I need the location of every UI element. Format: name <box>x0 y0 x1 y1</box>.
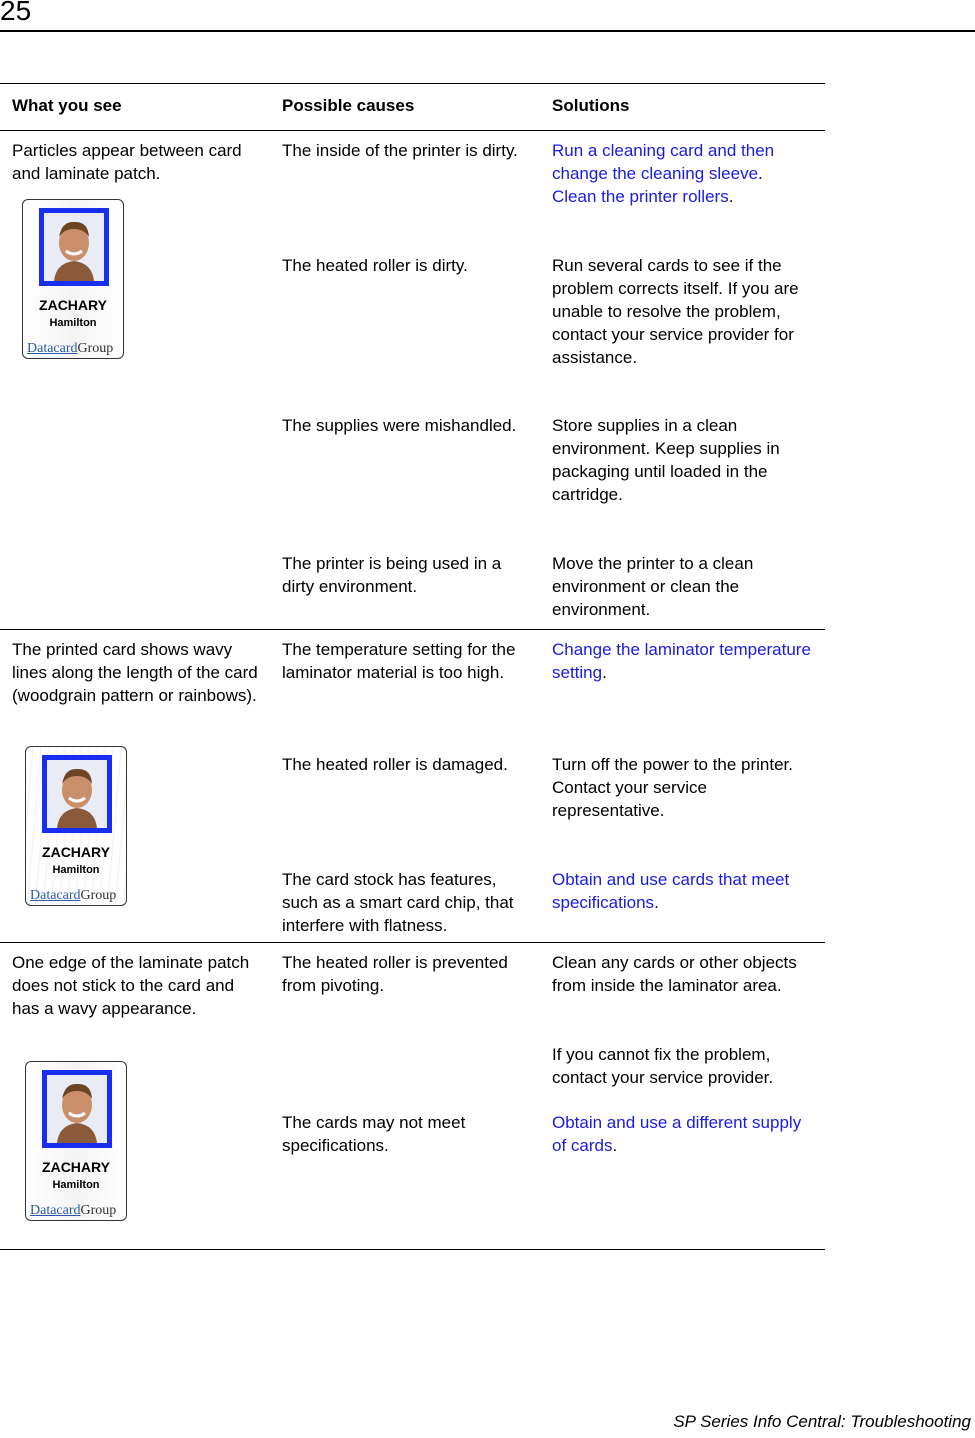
page-number: 25 <box>0 0 32 26</box>
card-logo: DatacardGroup <box>27 341 114 356</box>
solution-text: If you cannot fix the problem, contact your service provider. <box>552 1045 774 1087</box>
solution-text: Clean any cards or other objects from inside the laminator area. <box>552 953 797 995</box>
card-image <box>25 1061 127 1221</box>
laminator-temperature-link[interactable]: Change the laminator temperature setting <box>552 640 811 682</box>
portrait-icon <box>47 760 107 828</box>
different-supply-link[interactable]: Obtain and use a different supply of cards <box>552 1113 802 1155</box>
photo-frame <box>42 755 112 833</box>
table-row <box>0 131 825 630</box>
table-row <box>0 943 825 1250</box>
portrait-icon <box>44 213 104 281</box>
portrait-photo <box>47 760 107 828</box>
card-image <box>22 199 124 359</box>
card-first-name: ZACHARY <box>39 297 107 313</box>
portrait-icon <box>47 1075 107 1143</box>
solution-text: Run several cards to see if the problem corrects itself. If you are unable to resolve the problem, contact your service provider for assistance. <box>552 256 799 367</box>
symptom-text: One edge of the laminate patch does not stick to the card and has a wavy appearance. <box>12 953 250 1018</box>
symptom-text: Particles appear between card and laminate patch. <box>12 141 242 183</box>
cause-text: The heated roller is dirty. <box>282 256 468 275</box>
portrait-photo <box>47 1075 107 1143</box>
cause-text: The temperature setting for the laminator material is too high. <box>282 640 516 682</box>
solution-text: Run a cleaning card and then change the cleaning sleeve. Clean the printer rollers. <box>552 141 775 206</box>
card-specifications-link[interactable]: Obtain and use cards that meet specifications <box>552 870 790 912</box>
cause-text: The cards may not meet specifications. <box>282 1113 466 1155</box>
solution-text: Move the printer to a clean environment or clean the environment. <box>552 554 754 619</box>
solution-text: Obtain and use a different supply of cards. <box>552 1113 802 1155</box>
cause-text: The card stock has features, such as a smart card chip, that interfere with flatness. <box>282 870 514 935</box>
table-row <box>0 630 825 943</box>
cause-text: The heated roller is prevented from pivoting. <box>282 953 508 995</box>
card-last-name: Hamilton <box>52 1179 100 1191</box>
cause-text: The inside of the printer is dirty. <box>282 141 518 160</box>
card-last-name: Hamilton <box>49 317 97 329</box>
card-logo: DatacardGroup <box>30 888 117 903</box>
troubleshooting-table <box>0 83 825 1250</box>
card-last-name: Hamilton <box>52 864 100 876</box>
cleaning-sleeve-link[interactable]: Run a cleaning card and then change the cleaning sleeve <box>552 141 775 183</box>
cause-text: The supplies were mishandled. <box>282 416 517 435</box>
card-image <box>25 746 127 906</box>
card-first-name: ZACHARY <box>42 844 110 860</box>
solution-text: Store supplies in a clean environment. Keep supplies in packaging until loaded in the cartridge. <box>552 416 780 504</box>
card-logo: DatacardGroup <box>30 1203 117 1218</box>
header-solutions: Solutions <box>552 96 630 115</box>
clean-rollers-link[interactable]: Clean the printer rollers <box>552 187 729 206</box>
cause-text: The printer is being used in a dirty environment. <box>282 554 502 596</box>
photo-frame <box>42 1070 112 1148</box>
solution-text: Turn off the power to the printer. Contact your service representative. <box>552 755 793 820</box>
photo-frame <box>39 208 109 286</box>
table-header <box>0 84 825 131</box>
card-first-name: ZACHARY <box>42 1159 110 1175</box>
portrait-photo <box>44 213 104 281</box>
header-possible-causes: Possible causes <box>282 96 415 115</box>
solution-text: Obtain and use cards that meet specifications. <box>552 870 790 912</box>
header-what-you-see: What you see <box>12 96 122 115</box>
cause-text: The heated roller is damaged. <box>282 755 508 774</box>
page-footer: SP Series Info Central: Troubleshooting <box>673 1412 971 1431</box>
header-rule <box>0 30 975 32</box>
solution-text: Change the laminator temperature setting. <box>552 640 811 682</box>
symptom-text: The printed card shows wavy lines along the length of the card (woodgrain pattern or rainbows). <box>12 640 258 705</box>
